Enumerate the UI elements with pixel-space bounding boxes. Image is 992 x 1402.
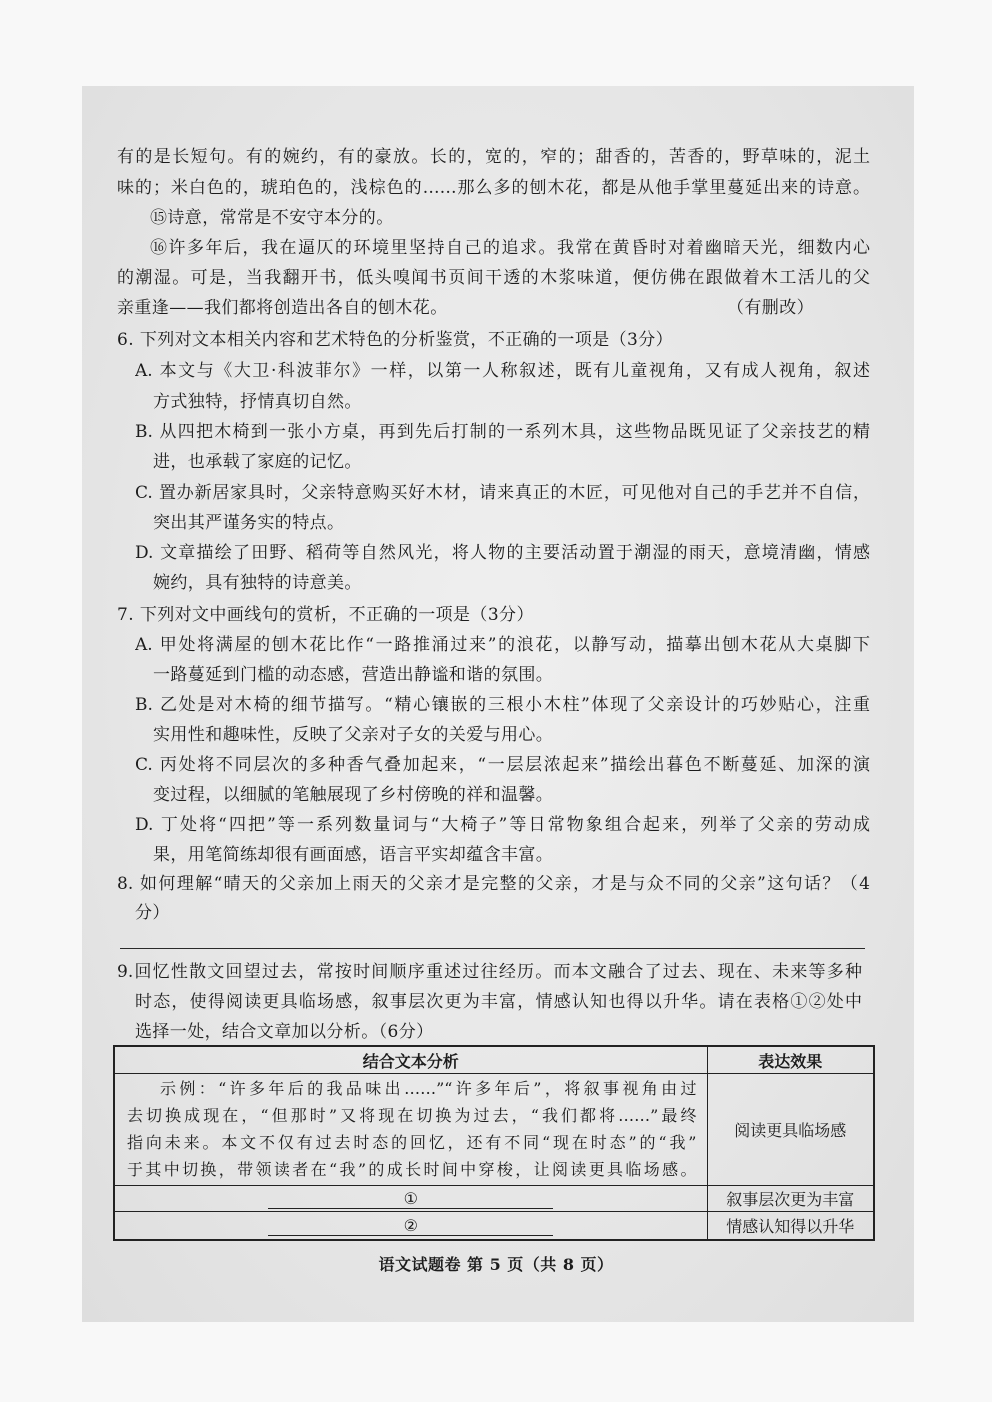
question-7-option-d-cont: 果，用笔简练却很有画面感，语言平实却蕴含丰富。 [153,845,554,865]
table-header-row [114,1046,874,1074]
question-9-stem: 9.回忆性散文回望过去，常按时间顺序重述过往经历。而本文融合了过去、现在、未来等多种 [117,962,862,982]
paragraph-16-line: 亲重逢——我们都将创造出各自的刨木花。 [117,298,448,318]
question-7-option-c: C. 丙处将不同层次的多种香气叠加起来，“一层层浓起来”描绘出暮色不断蔓延、加深的演 [135,755,870,775]
question-9-stem-cont: 选择一处，结合文章加以分析。（6分） [135,1022,434,1042]
passage-line: 有的是长短句。有的婉约，有的豪放。长的，宽的，窄的；甜香的，苦香的，野草味的，泥土 [117,147,870,167]
blank-marker-2: ② [268,1217,553,1236]
question-6-option-a-cont: 方式独特，抒情真切自然。 [153,392,362,412]
blank-analysis-cell [114,1212,707,1241]
blank-marker-1: ① [268,1190,553,1209]
question-6-option-c-cont: 突出其严谨务实的特点。 [153,513,345,533]
table-header-effect: 表达效果 [707,1046,874,1074]
question-6-stem: 6. 下列对文本相关内容和艺术特色的分析鉴赏，不正确的一项是（3分） [117,330,674,350]
question-7-option-c-cont: 变过程，以细腻的笔触展现了乡村傍晚的祥和温馨。 [153,785,554,805]
example-line: 指向未来。本文不仅有过去时态的回忆，还有不同“现在时态”的“我” [127,1133,697,1152]
question-7-stem: 7. 下列对文中画线句的赏析，不正确的一项是（3分） [117,605,534,625]
example-line: 于其中切换，带领读者在“我”的成长时间中穿梭，让阅读更具临场感。 [127,1160,697,1179]
example-analysis-cell [114,1074,707,1186]
question-7-option-b-cont: 实用性和趣味性，反映了父亲对子女的关爱与用心。 [153,725,554,745]
effect-cell: 阅读更具临场感 [707,1074,874,1186]
source-note: （有删改） [727,298,814,318]
example-line: 去切换成现在，“但那时”又将现在切换为过去，“我们都将……”最终 [127,1106,697,1125]
table-row-blank-2 [114,1212,874,1241]
effect-cell: 情感认知得以升华 [707,1212,874,1241]
question-6-option-a: A. 本文与《大卫·科波菲尔》一样，以第一人称叙述，既有儿童视角，又有成人视角，叙述 [135,361,870,381]
page-footer: 语文试题卷 第 5 页（共 8 页） [378,1255,614,1274]
effect-cell: 叙事层次更为丰富 [707,1186,874,1212]
passage-line: 味的；米白色的，琥珀色的，浅棕色的……那么多的刨木花，都是从他手掌里蔓延出来的诗意。 [117,178,870,198]
question-6-option-c: C. 置办新居家具时，父亲特意购买好木材，请来真正的木匠，可见他对自己的手艺并不自信， [135,483,870,503]
paragraph-15: ⑮诗意，常常是不安守本分的。 [150,208,394,228]
paragraph-16-line: 的潮湿。可是，当我翻开书，低头嗅闻书页间干透的木浆味道，便仿佛在跟做着木工活儿的父 [117,268,870,288]
question-7-option-a: A. 甲处将满屋的刨木花比作“一路推涌过来”的浪花，以静写动，描摹出刨木花从大桌脚下 [135,635,870,655]
question-7-option-b: B. 乙处是对木椅的细节描写。“精心镶嵌的三根小木柱”体现了父亲设计的巧妙贴心，注重 [135,695,870,715]
analysis-table [113,1045,875,1241]
question-9-stem-cont: 时态，使得阅读更具临场感，叙事层次更为丰富，情感认知也得以升华。请在表格①②处中 [135,992,862,1012]
question-7-option-a-cont: 一路蔓延到门槛的动态感，营造出静谧和谐的氛围。 [153,665,554,685]
table-row-example [114,1074,874,1186]
paragraph-16-line: ⑯许多年后，我在逼仄的环境里坚持自己的追求。我常在黄昏时对着幽暗天光，细数内心 [150,238,870,258]
table-header-analysis: 结合文本分析 [114,1046,707,1074]
question-8-stem-cont: 分） [135,903,170,923]
example-line: 示例：“许多年后的我品味出……”“许多年后”，将叙事视角由过 [160,1079,697,1098]
question-6-option-b: B. 从四把木椅到一张小方桌，再到先后打制的一系列木具，这些物品既见证了父亲技艺的精 [135,422,870,442]
question-6-option-b-cont: 进，也承载了家庭的记忆。 [153,452,362,472]
question-6-option-d: D. 文章描绘了田野、稻荷等自然风光，将人物的主要活动置于潮湿的雨天，意境清幽，情感 [135,543,870,563]
question-8-answer-line [120,948,865,949]
table-row-blank-1 [114,1186,874,1212]
question-6-option-d-cont: 婉约，具有独特的诗意美。 [153,573,362,593]
question-8-stem: 8. 如何理解“晴天的父亲加上雨天的父亲才是完整的父亲，才是与众不同的父亲”这句话？（4 [117,874,870,894]
question-7-option-d: D. 丁处将“四把”等一系列数量词与“大椅子”等日常物象组合起来，列举了父亲的劳动成 [135,815,870,835]
blank-analysis-cell [114,1186,707,1212]
